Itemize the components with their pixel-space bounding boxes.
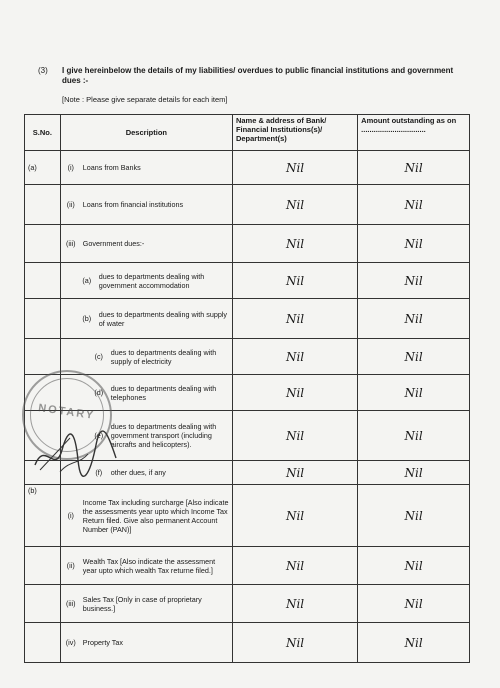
row-text: Government dues:- bbox=[82, 239, 145, 248]
row-bank-value: Nil bbox=[232, 339, 357, 375]
row-marker: (a) bbox=[82, 276, 92, 285]
row-marker: (ii) bbox=[66, 561, 75, 570]
row-description bbox=[60, 485, 232, 547]
row-amount-value: Nil bbox=[358, 461, 470, 485]
table-row bbox=[25, 151, 470, 185]
row-bank-value: Nil bbox=[232, 185, 357, 225]
row-bank-value: Nil bbox=[232, 411, 357, 461]
row-amount-value: Nil bbox=[358, 151, 470, 185]
row-bank-value: Nil bbox=[232, 623, 357, 663]
row-amount-value: Nil bbox=[358, 339, 470, 375]
table-row bbox=[25, 547, 470, 585]
row-sno bbox=[25, 299, 61, 339]
col-amount-header: Amount outstanding as on ............................... bbox=[358, 115, 470, 151]
row-marker: (iii) bbox=[65, 599, 76, 608]
row-text: dues to departments dealing with government accommodation bbox=[98, 271, 205, 290]
row-description bbox=[60, 263, 232, 299]
row-sno bbox=[25, 339, 61, 375]
row-amount-value: Nil bbox=[358, 585, 470, 623]
row-bank-value: Nil bbox=[232, 585, 357, 623]
row-bank-value: Nil bbox=[232, 151, 357, 185]
row-bank-value: Nil bbox=[232, 461, 357, 485]
row-amount-value: Nil bbox=[358, 185, 470, 225]
row-bank-value: Nil bbox=[232, 375, 357, 411]
row-amount-value: Nil bbox=[358, 299, 470, 339]
row-sno: (b) bbox=[25, 485, 61, 547]
row-marker: (i) bbox=[67, 163, 74, 172]
row-marker: (i) bbox=[67, 511, 74, 520]
row-amount-value: Nil bbox=[358, 225, 470, 263]
row-bank-value: Nil bbox=[232, 299, 357, 339]
row-marker: (b) bbox=[82, 314, 92, 323]
row-sno bbox=[25, 185, 61, 225]
section-number: (3) bbox=[38, 66, 48, 75]
row-amount-value: Nil bbox=[358, 375, 470, 411]
row-marker: (e) bbox=[94, 431, 104, 440]
table-row bbox=[25, 339, 470, 375]
row-description bbox=[60, 299, 232, 339]
table-row bbox=[25, 585, 470, 623]
row-amount-value: Nil bbox=[358, 623, 470, 663]
row-description bbox=[60, 339, 232, 375]
row-marker: (f) bbox=[95, 468, 103, 477]
row-text: Loans from Banks bbox=[82, 163, 141, 172]
row-text: other dues, if any bbox=[110, 468, 166, 477]
row-description bbox=[60, 585, 232, 623]
row-sno: (a) bbox=[25, 151, 61, 185]
row-text: Income Tax including surcharge [Also indicate the assessments year upto which Income Tax Return filed. Give also permanent Account Number (PAN)] bbox=[82, 497, 229, 534]
col-description-header: Description bbox=[60, 115, 232, 151]
row-amount-value: Nil bbox=[358, 485, 470, 547]
row-description bbox=[60, 547, 232, 585]
row-sno bbox=[25, 263, 61, 299]
row-text: Wealth Tax [Also indicate the assessment year upto which wealth Tax returne filed.] bbox=[82, 556, 216, 575]
table-row bbox=[25, 623, 470, 663]
row-amount-value: Nil bbox=[358, 411, 470, 461]
row-bank-value: Nil bbox=[232, 547, 357, 585]
row-sno bbox=[25, 623, 61, 663]
table-header-row bbox=[25, 115, 470, 151]
row-sno bbox=[25, 225, 61, 263]
table-row bbox=[25, 299, 470, 339]
signature-scribble bbox=[30, 420, 120, 480]
section-title: I give hereinbelow the details of my liabilities/ overdues to public financial institutions and government dues :- bbox=[62, 66, 454, 85]
table-row bbox=[25, 485, 470, 547]
table-row bbox=[25, 263, 470, 299]
row-bank-value: Nil bbox=[232, 485, 357, 547]
row-sno bbox=[25, 585, 61, 623]
notary-stamp-text: NOTARY bbox=[37, 402, 96, 422]
row-text: dues to departments dealing with supply of water bbox=[98, 309, 228, 328]
row-marker: (iii) bbox=[65, 239, 76, 248]
row-text: Property Tax bbox=[82, 638, 123, 647]
section-note: [Note : Please give separate details for each item] bbox=[62, 95, 228, 104]
row-amount-value: Nil bbox=[358, 263, 470, 299]
row-description bbox=[60, 623, 232, 663]
row-text: dues to departments dealing with telephones bbox=[110, 383, 217, 402]
row-text: dues to departments dealing with supply of electricity bbox=[110, 347, 217, 366]
row-marker: (d) bbox=[94, 388, 104, 397]
row-sno bbox=[25, 547, 61, 585]
row-marker: (ii) bbox=[66, 200, 75, 209]
row-description bbox=[60, 225, 232, 263]
row-bank-value: Nil bbox=[232, 225, 357, 263]
row-description bbox=[60, 185, 232, 225]
row-description bbox=[60, 151, 232, 185]
col-bank-header: Name & address of Bank/ Financial Institutions(s)/ Department(s) bbox=[232, 115, 357, 151]
table-row bbox=[25, 225, 470, 263]
row-marker: (iv) bbox=[65, 638, 76, 647]
table-row bbox=[25, 185, 470, 225]
row-text: Sales Tax [Only in case of proprietary business.] bbox=[82, 594, 202, 613]
col-sno-header: S.No. bbox=[25, 115, 61, 151]
row-text: dues to departments dealing with government transport (including aircrafts and helicopters). bbox=[110, 422, 217, 449]
row-amount-value: Nil bbox=[358, 547, 470, 585]
row-text: Loans from financial institutions bbox=[82, 200, 184, 209]
row-bank-value: Nil bbox=[232, 263, 357, 299]
row-marker: (c) bbox=[94, 352, 103, 361]
